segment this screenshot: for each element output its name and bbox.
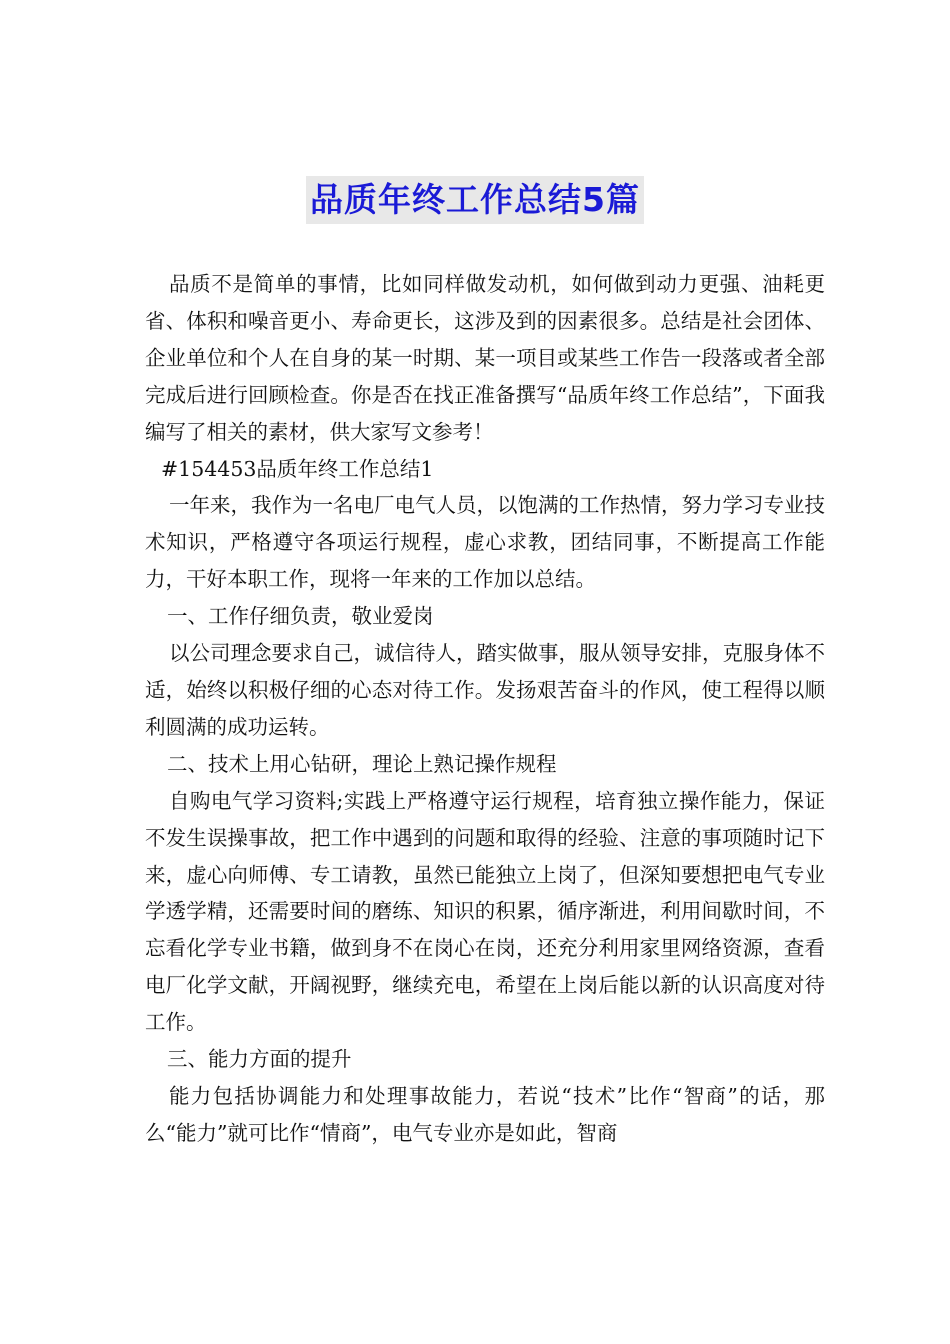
title-wrap xyxy=(0,176,950,224)
paragraph-4: 能力包括协调能力和处理事故能力，若说“技术”比作“智商”的话，那么“能力”就可比作“情商”，电气专业亦是如此，智商 xyxy=(145,1083,825,1145)
document-title: 品质年终工作总结5篇 xyxy=(306,176,644,224)
heading-2: 二、技术上用心钻研，理论上熟记操作规程 xyxy=(167,751,557,776)
paragraph-1: 一年来，我作为一名电厂电气人员，以饱满的工作热情，努力学习专业技术知识，严格遵守各项运行规程，虚心求教，团结同事，不断提高工作能力，干好本职工作，现将一年来的工作加以总结。 xyxy=(145,493,825,592)
heading-1: 一、工作仔细负责，敬业爱岗 xyxy=(167,604,434,629)
heading-3: 三、能力方面的提升 xyxy=(167,1047,352,1072)
paragraph-3: 自购电气学习资料;实践上严格遵守运行规程，培育独立操作能力，保证不发生误操事故，把工作中遇到的问题和取得的经验、注意的事项随时记下来，虚心向师傅、专工请教，虽然已能独立上岗了，但深知要想把电气专业学透学精，还需要时间的磨练、知识的积累，循序渐进，利用间歇时间，不忘看化学专业书籍，做到身不在岗心在岗，还充分利用家里网络资源，查看电厂化学文献，开阔视野，继续充电，希望在上岗后能以新的认识高度对待工作。 xyxy=(145,788,825,1035)
paragraph-2: 以公司理念要求自己，诚信待人，踏实做事，服从领导安排，克服身体不适，始终以积极仔细的心态对待工作。发扬艰苦奋斗的作风，使工程得以顺利圆满的成功运转。 xyxy=(145,641,825,739)
section-title: #154453品质年终工作总结1 xyxy=(161,456,434,481)
intro-paragraph: 品质不是简单的事情，比如同样做发动机，如何做到动力更强、油耗更省、体积和噪音更小、寿命更长，这涉及到的因素很多。总结是社会团体、企业单位和个人在自身的某一时期、某一项目或某些工作告一段落或者全部完成后进行回顾检查。你是否在找正准备撰写“品质年终工作总结”，下面我编写了相关的素材，供大家写文参考！ xyxy=(145,272,825,444)
document-body xyxy=(145,266,825,1152)
